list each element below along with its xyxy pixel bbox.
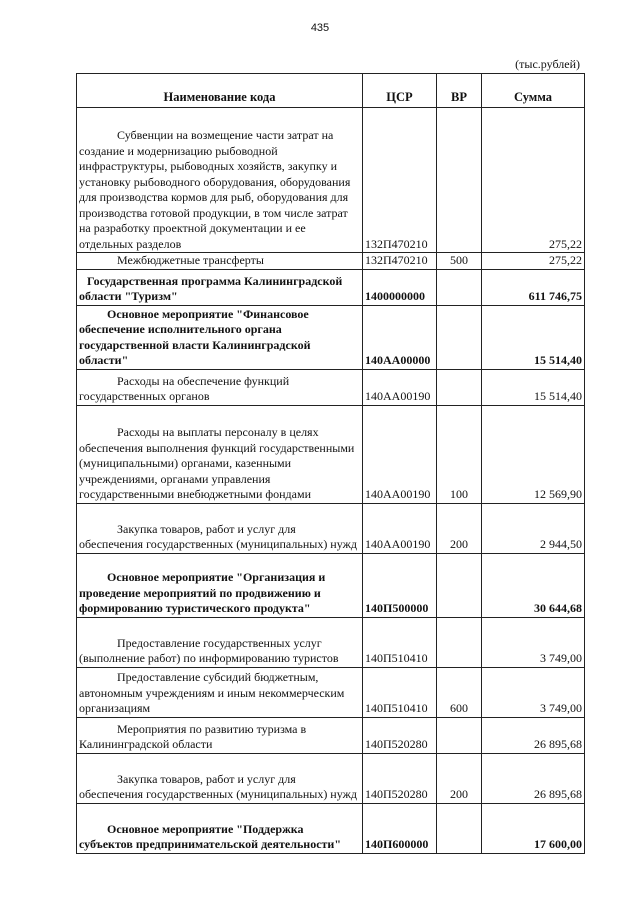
row-name: Государственная программа Калининградской области "Туризм" — [77, 269, 363, 305]
row-name: Основное мероприятие "Финансовое обеспечение исполнительного органа государственной власти Калининградской области" — [77, 305, 363, 369]
row-sum: 3 749,00 — [482, 617, 585, 667]
units-label: (тыс.рублей) — [515, 57, 580, 71]
row-vr — [437, 717, 482, 753]
row-sum: 3 749,00 — [482, 667, 585, 717]
table-row — [77, 667, 585, 717]
row-vr: 200 — [437, 503, 482, 553]
table-header-row — [77, 74, 585, 108]
page-number: 435 — [310, 22, 330, 34]
row-name: Предоставление государственных услуг (выполнение работ) по информированию туристов — [77, 617, 363, 667]
row-vr: 600 — [437, 667, 482, 717]
row-vr — [437, 108, 482, 253]
row-csr: 140П500000 — [363, 553, 437, 617]
row-name: Расходы на выплаты персоналу в целях обеспечения выполнения функций государственными (муниципальными) органами, казенными учреждениями, органами управления государственными внебюджетными фондами — [77, 405, 363, 503]
row-sum: 275,22 — [482, 108, 585, 253]
header-vr: ВР — [437, 74, 482, 108]
row-sum: 611 746,75 — [482, 269, 585, 305]
row-vr: 200 — [437, 753, 482, 803]
row-sum: 275,22 — [482, 253, 585, 270]
table-row — [77, 108, 585, 253]
row-csr: 132П470210 — [363, 253, 437, 270]
row-name: Основное мероприятие "Организация и проведение мероприятий по продвижению и формированию туристического продукта" — [77, 553, 363, 617]
row-csr: 132П470210 — [363, 108, 437, 253]
table-row — [77, 717, 585, 753]
table-row — [77, 503, 585, 553]
header-sum: Сумма — [482, 74, 585, 108]
table-row — [77, 617, 585, 667]
row-sum: 26 895,68 — [482, 753, 585, 803]
table-row — [77, 553, 585, 617]
row-csr: 140АА00000 — [363, 305, 437, 369]
row-csr: 140АА00190 — [363, 405, 437, 503]
row-vr — [437, 617, 482, 667]
row-csr: 140П510410 — [363, 667, 437, 717]
row-csr: 140П600000 — [363, 803, 437, 853]
row-sum: 15 514,40 — [482, 369, 585, 405]
table-row — [77, 753, 585, 803]
table-row — [77, 305, 585, 369]
table-row — [77, 269, 585, 305]
row-vr — [437, 803, 482, 853]
table-row — [77, 803, 585, 853]
row-name: Основное мероприятие "Поддержка субъектов предпринимательской деятельности" — [77, 803, 363, 853]
row-name: Закупка товаров, работ и услуг для обеспечения государственных (муниципальных) нужд — [77, 503, 363, 553]
row-vr — [437, 269, 482, 305]
header-name: Наименование кода — [77, 74, 363, 108]
row-name: Межбюджетные трансферты — [77, 253, 363, 270]
row-csr: 140АА00190 — [363, 503, 437, 553]
row-csr: 140АА00190 — [363, 369, 437, 405]
table-row — [77, 253, 585, 270]
row-csr: 140П520280 — [363, 753, 437, 803]
row-name: Расходы на обеспечение функций государственных органов — [77, 369, 363, 405]
row-sum: 30 644,68 — [482, 553, 585, 617]
row-name: Субвенции на возмещение части затрат на создание и модернизацию рыбоводной инфраструктуры, рыбоводных хозяйств, закупку и установку рыбоводного оборудования, оборудования для производства кормов для рыб, оборудования для производства готовой продукции, в том числе затрат на разработку проектной документации и ее отдельных разделов — [77, 108, 363, 253]
row-sum: 2 944,50 — [482, 503, 585, 553]
row-sum: 17 600,00 — [482, 803, 585, 853]
row-sum: 15 514,40 — [482, 305, 585, 369]
table-row — [77, 369, 585, 405]
header-csr: ЦСР — [363, 74, 437, 108]
row-csr: 1400000000 — [363, 269, 437, 305]
row-name: Закупка товаров, работ и услуг для обеспечения государственных (муниципальных) нужд — [77, 753, 363, 803]
row-csr: 140П520280 — [363, 717, 437, 753]
row-sum: 12 569,90 — [482, 405, 585, 503]
row-name: Мероприятия по развитию туризма в Калининградской области — [77, 717, 363, 753]
row-vr: 500 — [437, 253, 482, 270]
row-vr — [437, 305, 482, 369]
row-vr — [437, 553, 482, 617]
budget-table — [76, 73, 585, 854]
row-name: Предоставление субсидий бюджетным, автономным учреждениям и иным некоммерческим организациям — [77, 667, 363, 717]
row-vr — [437, 369, 482, 405]
row-sum: 26 895,68 — [482, 717, 585, 753]
row-vr: 100 — [437, 405, 482, 503]
table-row — [77, 405, 585, 503]
row-csr: 140П510410 — [363, 617, 437, 667]
